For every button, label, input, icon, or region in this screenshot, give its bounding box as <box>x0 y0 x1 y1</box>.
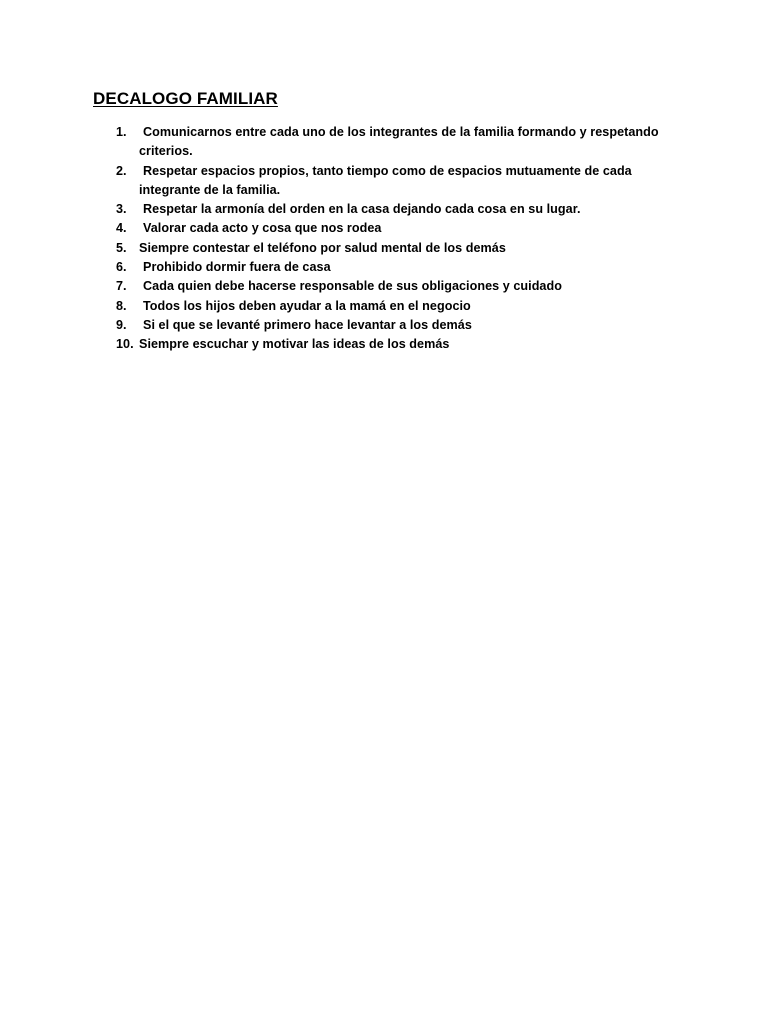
list-item-text: Siempre contestar el teléfono por salud mental de los demás <box>139 240 506 255</box>
list-item-text: Prohibido dormir fuera de casa <box>143 260 331 275</box>
list-item-number: 7. <box>116 279 127 294</box>
list-item-text: Comunicarnos entre cada uno de los integrantes de la familia formando y respetando criterios. <box>139 125 659 159</box>
list-item-number: 4. <box>116 221 127 236</box>
list-item-text: Cada quien debe hacerse responsable de sus obligaciones y cuidado <box>143 279 562 294</box>
list-item-number: 6. <box>116 260 127 275</box>
list-item-number: 5. <box>116 240 127 255</box>
list-item <box>116 123 696 162</box>
list-item-number: 1. <box>116 125 127 139</box>
list-item-number: 8. <box>116 298 127 313</box>
list-item <box>116 219 696 238</box>
list-item-number: 9. <box>116 317 127 332</box>
list-item-text: Todos los hijos deben ayudar a la mamá en el negocio <box>143 298 471 313</box>
list-item <box>116 258 696 277</box>
list-item <box>116 335 696 354</box>
document-title: DECALOGO FAMILIAR <box>93 89 278 108</box>
list-item-text: Valorar cada acto y cosa que nos rodea <box>143 221 382 236</box>
list-item <box>116 277 696 296</box>
list-item <box>116 316 696 335</box>
list-item-number: 3. <box>116 202 127 217</box>
list-item <box>116 200 696 219</box>
list-item <box>116 239 696 258</box>
list-item-text: Siempre escuchar y motivar las ideas de los demás <box>139 337 450 352</box>
list-item-number: 10. <box>116 337 134 352</box>
list-item-number: 2. <box>116 163 127 178</box>
list-item-text: Si el que se levanté primero hace levantar a los demás <box>143 317 472 332</box>
list-item-text: Respetar la armonía del orden en la casa dejando cada cosa en su lugar. <box>143 202 581 217</box>
list-item <box>116 297 696 316</box>
list-item <box>116 162 696 201</box>
rule-list <box>116 123 696 355</box>
list-item-text: Respetar espacios propios, tanto tiempo como de espacios mutuamente de cada integrante de la familia. <box>139 163 632 197</box>
